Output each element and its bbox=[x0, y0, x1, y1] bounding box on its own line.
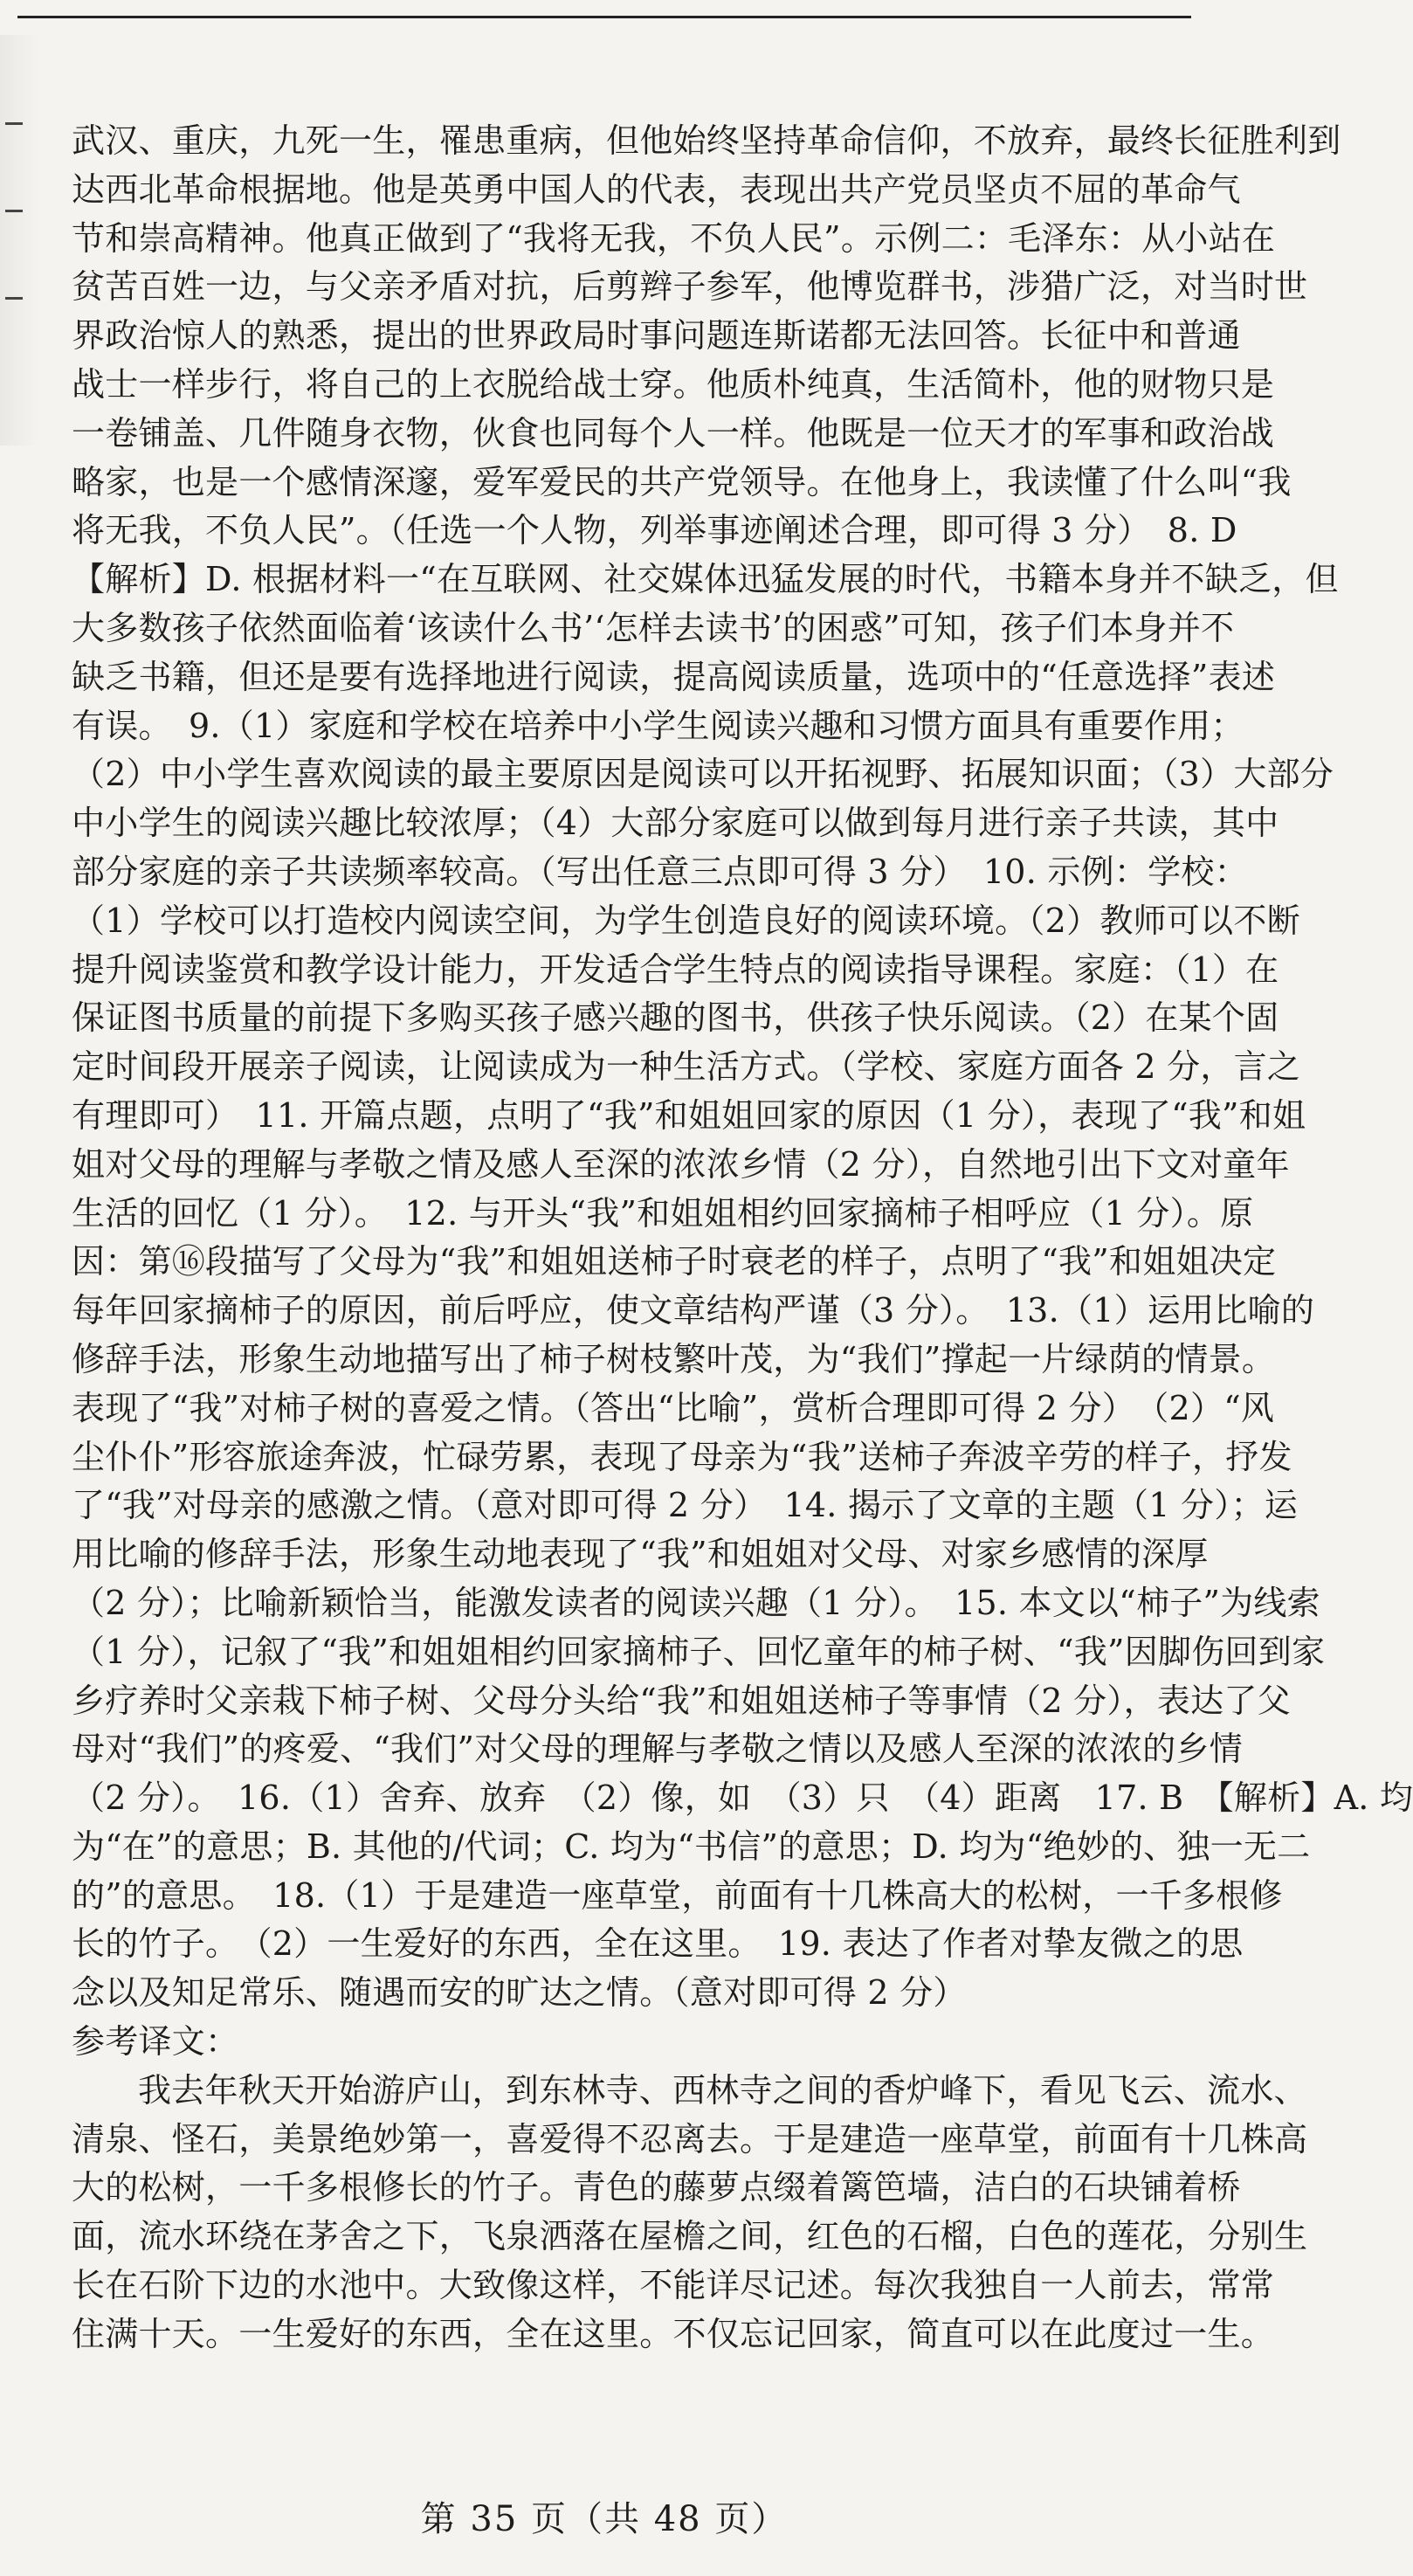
text-line: 达西北革命根据地。他是英勇中国人的代表，表现出共产党员坚贞不屈的革命气 bbox=[72, 169, 1241, 209]
text-line: 念以及知足常乐、随遇而安的旷达之情。（意对即可得 2 分） bbox=[72, 1973, 967, 2013]
answer-text-body bbox=[72, 117, 1413, 2359]
text-line: 大多数孩子依然面临着‘该读什么书’‘怎样去读书’的困惑”可知，孩子们本身并不 bbox=[72, 608, 1235, 647]
text-line: 战士一样步行，将自己的上衣脱给战士穿。他质朴纯真，生活简朴，他的财物只是 bbox=[72, 364, 1275, 404]
text-line: （1 分），记叙了“我”和姐姐相约回家摘柿子、回忆童年的柿子树、“我”因脚伤回到家 bbox=[72, 1632, 1326, 1671]
text-line: 提升阅读鉴赏和教学设计能力，开发适合学生特点的阅读指导课程。家庭：（1）在 bbox=[72, 950, 1279, 989]
text-line: 姐对父母的理解与孝敬之情及感人至深的浓浓乡情（2 分），自然地引出下文对童年 bbox=[72, 1144, 1290, 1184]
translation-line: 住满十天。一生爱好的东西，全在这里。不仅忘记回家，简直可以在此度过一生。 bbox=[72, 2314, 1275, 2353]
text-line: 修辞手法，形象生动地描写出了柿子树枝繁叶茂，为“我们”撑起一片绿荫的情景。 bbox=[72, 1339, 1276, 1378]
text-line: 因：第⑯段描写了父母为“我”和姐姐送柿子时衰老的样子，点明了“我”和姐姐决定 bbox=[72, 1242, 1277, 1281]
text-line: 略家，也是一个感情深邃，爱军爱民的共产党领导。在他身上，我读懂了什么叫“我 bbox=[72, 462, 1292, 501]
text-line: 节和崇高精神。他真正做到了“我将无我，不负人民”。示例二：毛泽东：从小站在 bbox=[72, 218, 1276, 258]
text-line: 表现了“我”对柿子树的喜爱之情。（答出“比喻”，赏析合理即可得 2 分） （2）“风 bbox=[72, 1388, 1275, 1427]
binding-gutter bbox=[0, 35, 38, 445]
text-line: 生活的回忆（1 分）。 12. 与开头“我”和姐姐相约回家摘柿子相呼应（1 分）。原 bbox=[72, 1193, 1254, 1233]
translation-line: 长在石阶下边的水池中。大致像这样，不能详尽记述。每次我独自一人前去，常常 bbox=[72, 2266, 1275, 2305]
text-line: 每年回家摘柿子的原因，前后呼应，使文章结构严谨（3 分）。 13.（1）运用比喻的 bbox=[72, 1291, 1315, 1330]
text-line: 了“我”对母亲的感激之情。（意对即可得 2 分） 14. 揭示了文章的主题（1 分）；运 bbox=[72, 1486, 1298, 1525]
translation-line: 面，流水环绕在茅舍之下，飞泉洒落在屋檐之间，红色的石榴，白色的莲花，分别生 bbox=[72, 2217, 1308, 2256]
page-footer: 第 35 页（共 48 页） bbox=[420, 2499, 789, 2539]
text-line: 武汉、重庆，九死一生，罹患重病，但他始终坚持革命信仰，不放弃，最终长征胜利到 bbox=[72, 121, 1341, 160]
text-line: （2）中小学生喜欢阅读的最主要原因是阅读可以开拓视野、拓展知识面；（3）大部分 bbox=[72, 755, 1334, 794]
text-line: （2 分）。 16.（1）舍弃、放弃 （2）像，如 （3）只 （4）距离 17. B 【解析】A. 均 bbox=[72, 1778, 1413, 1818]
text-line: 将无我，不负人民”。（任选一个人物，列举事迹阐述合理，即可得 3 分） 8. D bbox=[72, 511, 1237, 550]
text-line: 中小学生的阅读兴趣比较浓厚；（4）大部分家庭可以做到每月进行亲子共读，其中 bbox=[72, 804, 1279, 843]
text-line: 的”的意思。 18.（1）于是建造一座草堂，前面有十几株高大的松树，一千多根修 bbox=[72, 1875, 1283, 1915]
text-line: 部分家庭的亲子共读频率较高。（写出任意三点即可得 3 分） 10. 示例：学校： bbox=[72, 852, 1248, 891]
gutter-mark bbox=[5, 210, 23, 212]
text-line: 贫苦百姓一边，与父亲矛盾对抗，后剪辫子参军，他博览群书，涉猎广泛，对当时世 bbox=[72, 267, 1308, 307]
translation-line: 清泉、怪石，美景绝妙第一，喜爱得不忍离去。于是建造一座草堂，前面有十几株高 bbox=[72, 2119, 1308, 2158]
text-line: 【解析】D. 根据材料一“在互联网、社交媒体迅猛发展的时代，书籍本身并不缺乏，但 bbox=[72, 560, 1339, 599]
text-line: 界政治惊人的熟悉，提出的世界政局时事问题连斯诺都无法回答。长征中和普通 bbox=[72, 316, 1241, 356]
text-line: 定时间段开展亲子阅读，让阅读成为一种生活方式。（学校、家庭方面各 2 分，言之 bbox=[72, 1047, 1301, 1087]
text-line: 有理即可） 11. 开篇点题，点明了“我”和姐姐回家的原因（1 分），表现了“我”和姐 bbox=[72, 1095, 1306, 1135]
text-line: 尘仆仆”形容旅途奔波，忙碌劳累，表现了母亲为“我”送柿子奔波辛劳的样子，抒发 bbox=[72, 1437, 1292, 1476]
gutter-mark bbox=[5, 122, 23, 125]
translation-line: 大的松树，一千多根修长的竹子。青色的藤萝点缀着篱笆墙，洁白的石块铺着桥 bbox=[72, 2168, 1241, 2207]
text-line: 乡疗养时父亲栽下柿子树、父母分头给“我”和姐姐送柿子等事情（2 分），表达了父 bbox=[72, 1681, 1291, 1720]
text-line: 长的竹子。 （2）一生爱好的东西，全在这里。 19. 表达了作者对挚友微之的思 bbox=[72, 1924, 1244, 1964]
gutter-mark bbox=[5, 297, 23, 300]
text-line: 母对“我们”的疼爱、“我们”对父母的理解与孝敬之情以及感人至深的浓浓的乡情 bbox=[72, 1730, 1243, 1769]
text-line: 用比喻的修辞手法，形象生动地表现了“我”和姐姐对父母、对家乡感情的深厚 bbox=[72, 1535, 1209, 1574]
top-rule bbox=[17, 16, 1191, 18]
text-line: 有误。 9.（1）家庭和学校在培养中小学生阅读兴趣和习惯方面具有重要作用； bbox=[72, 706, 1244, 745]
text-line: （1）学校可以打造校内阅读空间，为学生创造良好的阅读环境。（2）教师可以不断 bbox=[72, 901, 1300, 940]
text-line: 为“在”的意思；B. 其他的/代词；C. 均为“书信”的意思；D. 均为“绝妙的、独一无二 bbox=[72, 1827, 1311, 1866]
translation-line: 我去年秋天开始游庐山，到东林寺、西林寺之间的香炉峰下，看见飞云、流水、 bbox=[138, 2070, 1307, 2110]
text-line: 保证图书质量的前提下多购买孩子感兴趣的图书，供孩子快乐阅读。（2）在某个固 bbox=[72, 998, 1279, 1038]
text-line: 一卷铺盖、几件随身衣物，伙食也同每个人一样。他既是一位天才的军事和政治战 bbox=[72, 413, 1275, 452]
text-line: 参考译文： bbox=[72, 2022, 239, 2061]
text-line: （2 分）；比喻新颖恰当，能激发读者的阅读兴趣（1 分）。 15. 本文以“柿子”为线索 bbox=[72, 1583, 1320, 1622]
text-line: 缺乏书籍，但还是要有选择地进行阅读，提高阅读质量，选项中的“任意选择”表述 bbox=[72, 657, 1276, 696]
